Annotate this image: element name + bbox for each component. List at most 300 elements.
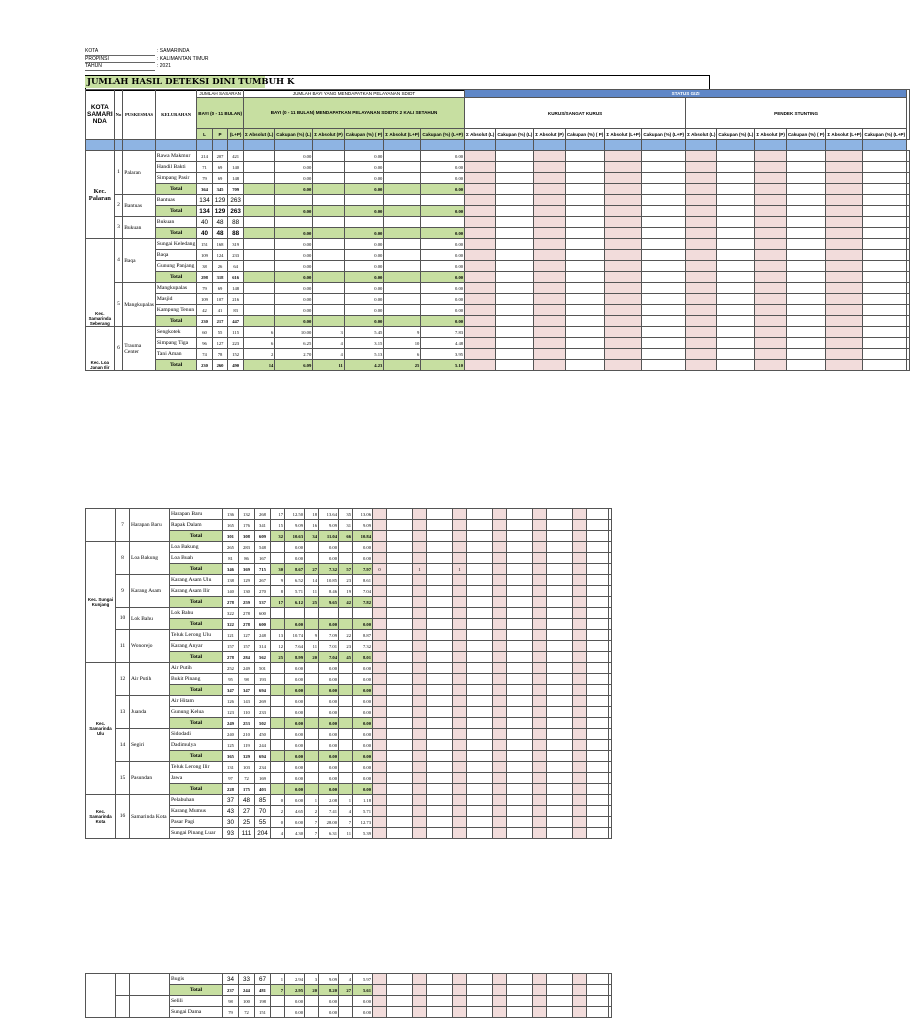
sdidtk-al: 6 [244,338,275,349]
kecamatan-cell: Kec. Loa Janan Ilir [86,327,115,371]
strip-cell [642,140,686,151]
sdidtk-cl: 7.64 [285,641,305,652]
status-cell [453,696,467,707]
sdidtk-ap [305,542,319,553]
header-row [86,98,910,129]
trailing-cell [609,773,612,784]
table-row [86,195,910,206]
sdidtk-ap [313,250,345,261]
header-L: L [197,129,213,140]
status-cell [587,817,609,828]
sasaran-lp: 248 [255,630,271,641]
table-row [86,217,910,228]
status-cell [496,206,534,217]
status-cell [413,996,427,1007]
sdidtk-cp: 0.00 [344,294,384,305]
sdidtk-ap [313,151,345,162]
status-cell [717,151,755,162]
sdidtk-ap: 3 [305,974,319,985]
status-cell [717,261,755,272]
sasaran-l: 230 [197,360,213,371]
status-cell [413,619,427,630]
strip-cell [275,140,313,151]
status-cell [547,773,573,784]
status-cell [427,685,453,696]
sasaran-l: 278 [223,652,239,663]
sdidtk-clp: 0.00 [421,162,465,173]
kecamatan-cell: Kec. Samarinda Kota [86,795,116,839]
sdidtk-alp [339,762,353,773]
trailing-cell [907,338,910,349]
status-cell [493,795,507,806]
status-cell [565,239,605,250]
sdidtk-alp: 4 [339,806,353,817]
table-row [86,575,612,586]
sdidtk-cp: 4.23 [344,360,384,371]
header-strip [86,140,910,151]
kelurahan-cell: Teluk Lerong Ilir [170,762,223,773]
sasaran-l: 123 [223,707,239,718]
header-P: P [212,129,228,140]
status-cell [547,509,573,520]
kelurahan-cell: Sungai Keledang [155,239,196,250]
sasaran-p: 103 [239,762,255,773]
status-cell [467,630,493,641]
sdidtk-al [271,773,285,784]
trailing-cell [609,985,612,996]
status-cell [387,696,413,707]
meta-row [85,56,209,64]
sdidtk-alp [384,195,421,206]
sdidtk-ap: 7 [305,828,319,839]
sasaran-lp: 715 [255,564,271,575]
kelurahan-cell: Bantuas [155,195,196,206]
trailing-cell [609,806,612,817]
table-row [86,184,910,195]
sdidtk-cp: 0.00 [344,206,384,217]
status-cell [863,261,907,272]
sdidtk-alp: 31 [339,520,353,531]
sdidtk-alp [384,250,421,261]
status-cell [573,619,587,630]
sdidtk-cp: 0.00 [344,261,384,272]
header-s_abs_p: Σ Absolut (P) [755,129,787,140]
status-cell [493,751,507,762]
status-cell [453,652,467,663]
sdidtk-alp [339,542,353,553]
status-cell [387,553,413,564]
sasaran-p: 132 [239,509,255,520]
status-cell [533,762,547,773]
table-row [86,974,612,985]
trailing-cell [907,239,910,250]
trailing-cell [609,608,612,619]
sdidtk-al [271,685,285,696]
sasaran-p: 127 [239,630,255,641]
table-row [86,250,910,261]
no-cell: 1 [114,151,123,195]
status-cell [573,762,587,773]
sdidtk-ap [313,294,345,305]
status-cell [533,773,547,784]
trailing-cell [907,250,910,261]
status-cell [717,173,755,184]
status-cell [453,740,467,751]
sdidtk-ap [305,996,319,1007]
kelurahan-cell: Air Hitam [170,696,223,707]
status-cell [587,974,609,985]
sdidtk-ap [313,173,345,184]
status-cell [387,685,413,696]
header-kota: KOTA SAMARI NDA [86,90,115,140]
status-cell [786,151,826,162]
sasaran-p: 207 [212,151,228,162]
sdidtk-cl: 6.12 [285,597,305,608]
sasaran-lp: 450 [255,729,271,740]
status-cell [565,283,605,294]
sasaran-p: 318 [212,272,228,283]
status-cell [465,206,496,217]
header-abs_l: Σ Absolut (L) [244,129,275,140]
sasaran-lp: 268 [255,509,271,520]
meta-key: KOTA [85,48,155,56]
report-title: JUMLAH HASIL DETEKSI DINI TUMBUH K [87,77,295,87]
status-cell [427,740,453,751]
sdidtk-cl: 0.00 [285,542,305,553]
status-cell [533,542,547,553]
status-cell [387,1007,413,1018]
status-cell [493,817,507,828]
trailing-cell [907,162,910,173]
status-cell [373,828,387,839]
sdidtk-ap: 11 [305,641,319,652]
status-cell [573,985,587,996]
status-cell [573,1007,587,1018]
sasaran-p: 130 [239,586,255,597]
no-cell: 14 [116,729,130,762]
status-cell [605,294,642,305]
sdidtk-ap [305,773,319,784]
status-cell [573,586,587,597]
status-cell [534,294,566,305]
status-cell [467,784,493,795]
sasaran-l: 96 [197,338,213,349]
kelurahan-cell: Tani Aman [155,349,196,360]
sdidtk-ap [313,261,345,272]
status-cell [533,751,547,762]
status-cell [465,338,496,349]
status-cell [534,173,566,184]
status-cell [642,360,686,371]
status-cell [786,184,826,195]
status-cell [826,184,863,195]
sdidtk-clp: 0.00 [353,729,373,740]
sdidtk-ap [313,316,345,327]
sasaran-p: 48 [212,228,228,239]
status-cell [467,974,493,985]
status-cell [465,173,496,184]
kelurahan-cell: Simpang Pasir [155,173,196,184]
status-cell [686,349,717,360]
sasaran-l: 30 [223,817,239,828]
sdidtk-cl [285,608,305,619]
sdidtk-alp: 42 [339,597,353,608]
status-cell [453,674,467,685]
status-cell [587,1007,609,1018]
sasaran-l: 37 [223,795,239,806]
sasaran-l: 346 [223,564,239,575]
status-cell [467,773,493,784]
status-cell [547,520,573,531]
sasaran-p: 48 [212,217,228,228]
header-puskesmas: PUSKESMAS [123,90,156,140]
status-cell [373,751,387,762]
status-cell [427,762,453,773]
trailing-cell [609,586,612,597]
status-cell [755,272,787,283]
status-cell [533,974,547,985]
sdidtk-al [271,674,285,685]
sdidtk-cl: 0.00 [285,740,305,751]
status-cell [717,195,755,206]
status-cell [565,228,605,239]
sasaran-p: 72 [239,773,255,784]
header-abs_p: Σ Absolut (P) [313,129,345,140]
status-cell [427,817,453,828]
header-kelurahan: KELURAHAN [155,90,196,140]
status-cell [547,1007,573,1018]
header-s_cak_lp: Cakupan (%) (L+P) [863,129,907,140]
kecamatan-cell: Kec. Samarinda Seberang [86,239,115,327]
sdidtk-cl: 5.71 [285,586,305,597]
sdidtk-alp [384,294,421,305]
status-cell [467,564,493,575]
status-cell [547,674,573,685]
sasaran-lp: 234 [255,762,271,773]
sasaran-l: 131 [223,762,239,773]
sdidtk-cp: 0.00 [344,283,384,294]
sasaran-l: 126 [223,696,239,707]
status-cell [547,817,573,828]
status-cell [493,597,507,608]
status-cell [534,327,566,338]
sdidtk-cl [275,195,313,206]
sasaran-l: 214 [197,151,213,162]
status-cell [387,806,413,817]
status-cell [642,349,686,360]
status-cell [465,261,496,272]
strip-cell [717,140,755,151]
status-cell [786,217,826,228]
status-cell [427,652,453,663]
sdidtk-clp: 0.00 [353,619,373,630]
header-s_cak_lp: Cakupan (%) (L+P) [642,129,686,140]
sdidtk-alp: 66 [339,531,353,542]
sdidtk-al [244,250,275,261]
sdidtk-al [271,784,285,795]
sdidtk-alp [339,729,353,740]
status-cell [453,795,467,806]
status-cell [534,162,566,173]
status-cell [387,707,413,718]
header-cak_lp: Cakupan (%) (L+P) [421,129,465,140]
trailing-cell [907,360,910,371]
status-cell [427,674,453,685]
sdidtk-cl: 2.70 [275,349,313,360]
sasaran-lp: 198 [255,996,271,1007]
sasaran-p: 210 [239,729,255,740]
header-LP: (L+P) [228,129,244,140]
sasaran-lp: 694 [255,751,271,762]
sasaran-p: 48 [239,795,255,806]
sdidtk-cp: 5.13 [344,349,384,360]
status-cell [493,707,507,718]
sasaran-l: 79 [197,173,213,184]
status-cell [605,316,642,327]
sasaran-lp: 55 [255,817,271,828]
status-cell [493,553,507,564]
sasaran-p: 175 [239,784,255,795]
sdidtk-cl: 0.00 [275,228,313,239]
status-cell [496,195,534,206]
status-cell [493,652,507,663]
sdidtk-alp: 6 [384,349,421,360]
status-cell [373,740,387,751]
status-cell [686,195,717,206]
status-cell [587,773,609,784]
trailing-cell [609,564,612,575]
sdidtk-ap: 25 [305,597,319,608]
sasaran-lp: 85 [255,795,271,806]
sdidtk-cp: 0.00 [319,696,339,707]
status-cell [413,740,427,751]
sdidtk-alp [384,162,421,173]
status-cell [453,828,467,839]
status-cell [605,349,642,360]
status-cell [547,619,573,630]
status-cell [453,641,467,652]
kelurahan-cell: Bukit Pinang [170,674,223,685]
status-cell [507,1007,533,1018]
sdidtk-ap [313,184,345,195]
status-cell [605,360,642,371]
status-cell [573,828,587,839]
status-cell [533,718,547,729]
status-cell: 1 [453,564,467,575]
kecamatan-cell: Kec. Sungai Kunjang [86,542,116,663]
status-cell [547,608,573,619]
status-cell [533,696,547,707]
status-cell [786,294,826,305]
header-s_abs_l: Σ Absolut (L) [686,129,717,140]
sdidtk-al [271,996,285,1007]
sasaran-l: 237 [223,985,239,996]
header-cak_p: Cakupan (%) ( P) [344,129,384,140]
sdidtk-cp: 2.08 [319,795,339,806]
status-cell [465,349,496,360]
status-cell [587,696,609,707]
sasaran-p: 253 [239,718,255,729]
header-jumlah-sasaran: JUMLAH SASARAN [197,90,244,98]
status-cell [863,283,907,294]
puskesmas-cell: Trauma Center [123,327,156,371]
sdidtk-al [244,261,275,272]
header-s_cak_l: Cakupan (%) (L) [717,129,755,140]
status-cell [565,349,605,360]
status-cell [533,996,547,1007]
table-row [86,228,910,239]
status-cell [453,575,467,586]
trailing-cell [907,272,910,283]
sasaran-p: 369 [239,564,255,575]
status-cell [642,184,686,195]
status-cell [467,696,493,707]
status-cell [507,619,533,630]
status-cell [413,828,427,839]
status-cell [826,206,863,217]
sasaran-l: 140 [223,586,239,597]
status-cell [507,630,533,641]
status-cell [507,520,533,531]
status-cell [826,162,863,173]
sdidtk-ap [305,553,319,564]
sasaran-l: 42 [197,305,213,316]
sdidtk-cl: 2.95 [285,985,305,996]
sdidtk-alp [339,718,353,729]
trailing-cell [609,575,612,586]
status-cell [534,261,566,272]
sasaran-p: 69 [212,162,228,173]
sdidtk-alp: 19 [339,586,353,597]
sdidtk-cl: 6.25 [275,338,313,349]
status-cell [453,729,467,740]
sasaran-p: 260 [212,360,228,371]
trailing-cell [609,1007,612,1018]
sdidtk-cl: 0.00 [275,173,313,184]
status-cell [755,360,787,371]
sdidtk-cl: 0.00 [275,239,313,250]
status-cell [587,685,609,696]
status-cell [373,586,387,597]
no-cell: 7 [116,509,130,542]
status-cell [755,283,787,294]
status-cell [387,531,413,542]
status-cell [467,729,493,740]
status-cell [565,173,605,184]
status-cell [717,316,755,327]
status-cell [786,360,826,371]
strip-cell [344,140,384,151]
status-cell [587,586,609,597]
sdidtk-cp: 0.00 [319,685,339,696]
status-cell [387,597,413,608]
sdidtk-clp [421,195,465,206]
status-cell [533,685,547,696]
status-cell [387,619,413,630]
status-cell [642,261,686,272]
status-cell [565,360,605,371]
status-cell [507,751,533,762]
sdidtk-alp: 35 [339,509,353,520]
sasaran-lp: 148 [228,173,244,184]
status-cell [427,630,453,641]
status-cell [755,151,787,162]
status-cell [467,1007,493,1018]
status-cell [547,985,573,996]
sasaran-lp: 694 [255,685,271,696]
status-cell [427,575,453,586]
status-cell [507,817,533,828]
